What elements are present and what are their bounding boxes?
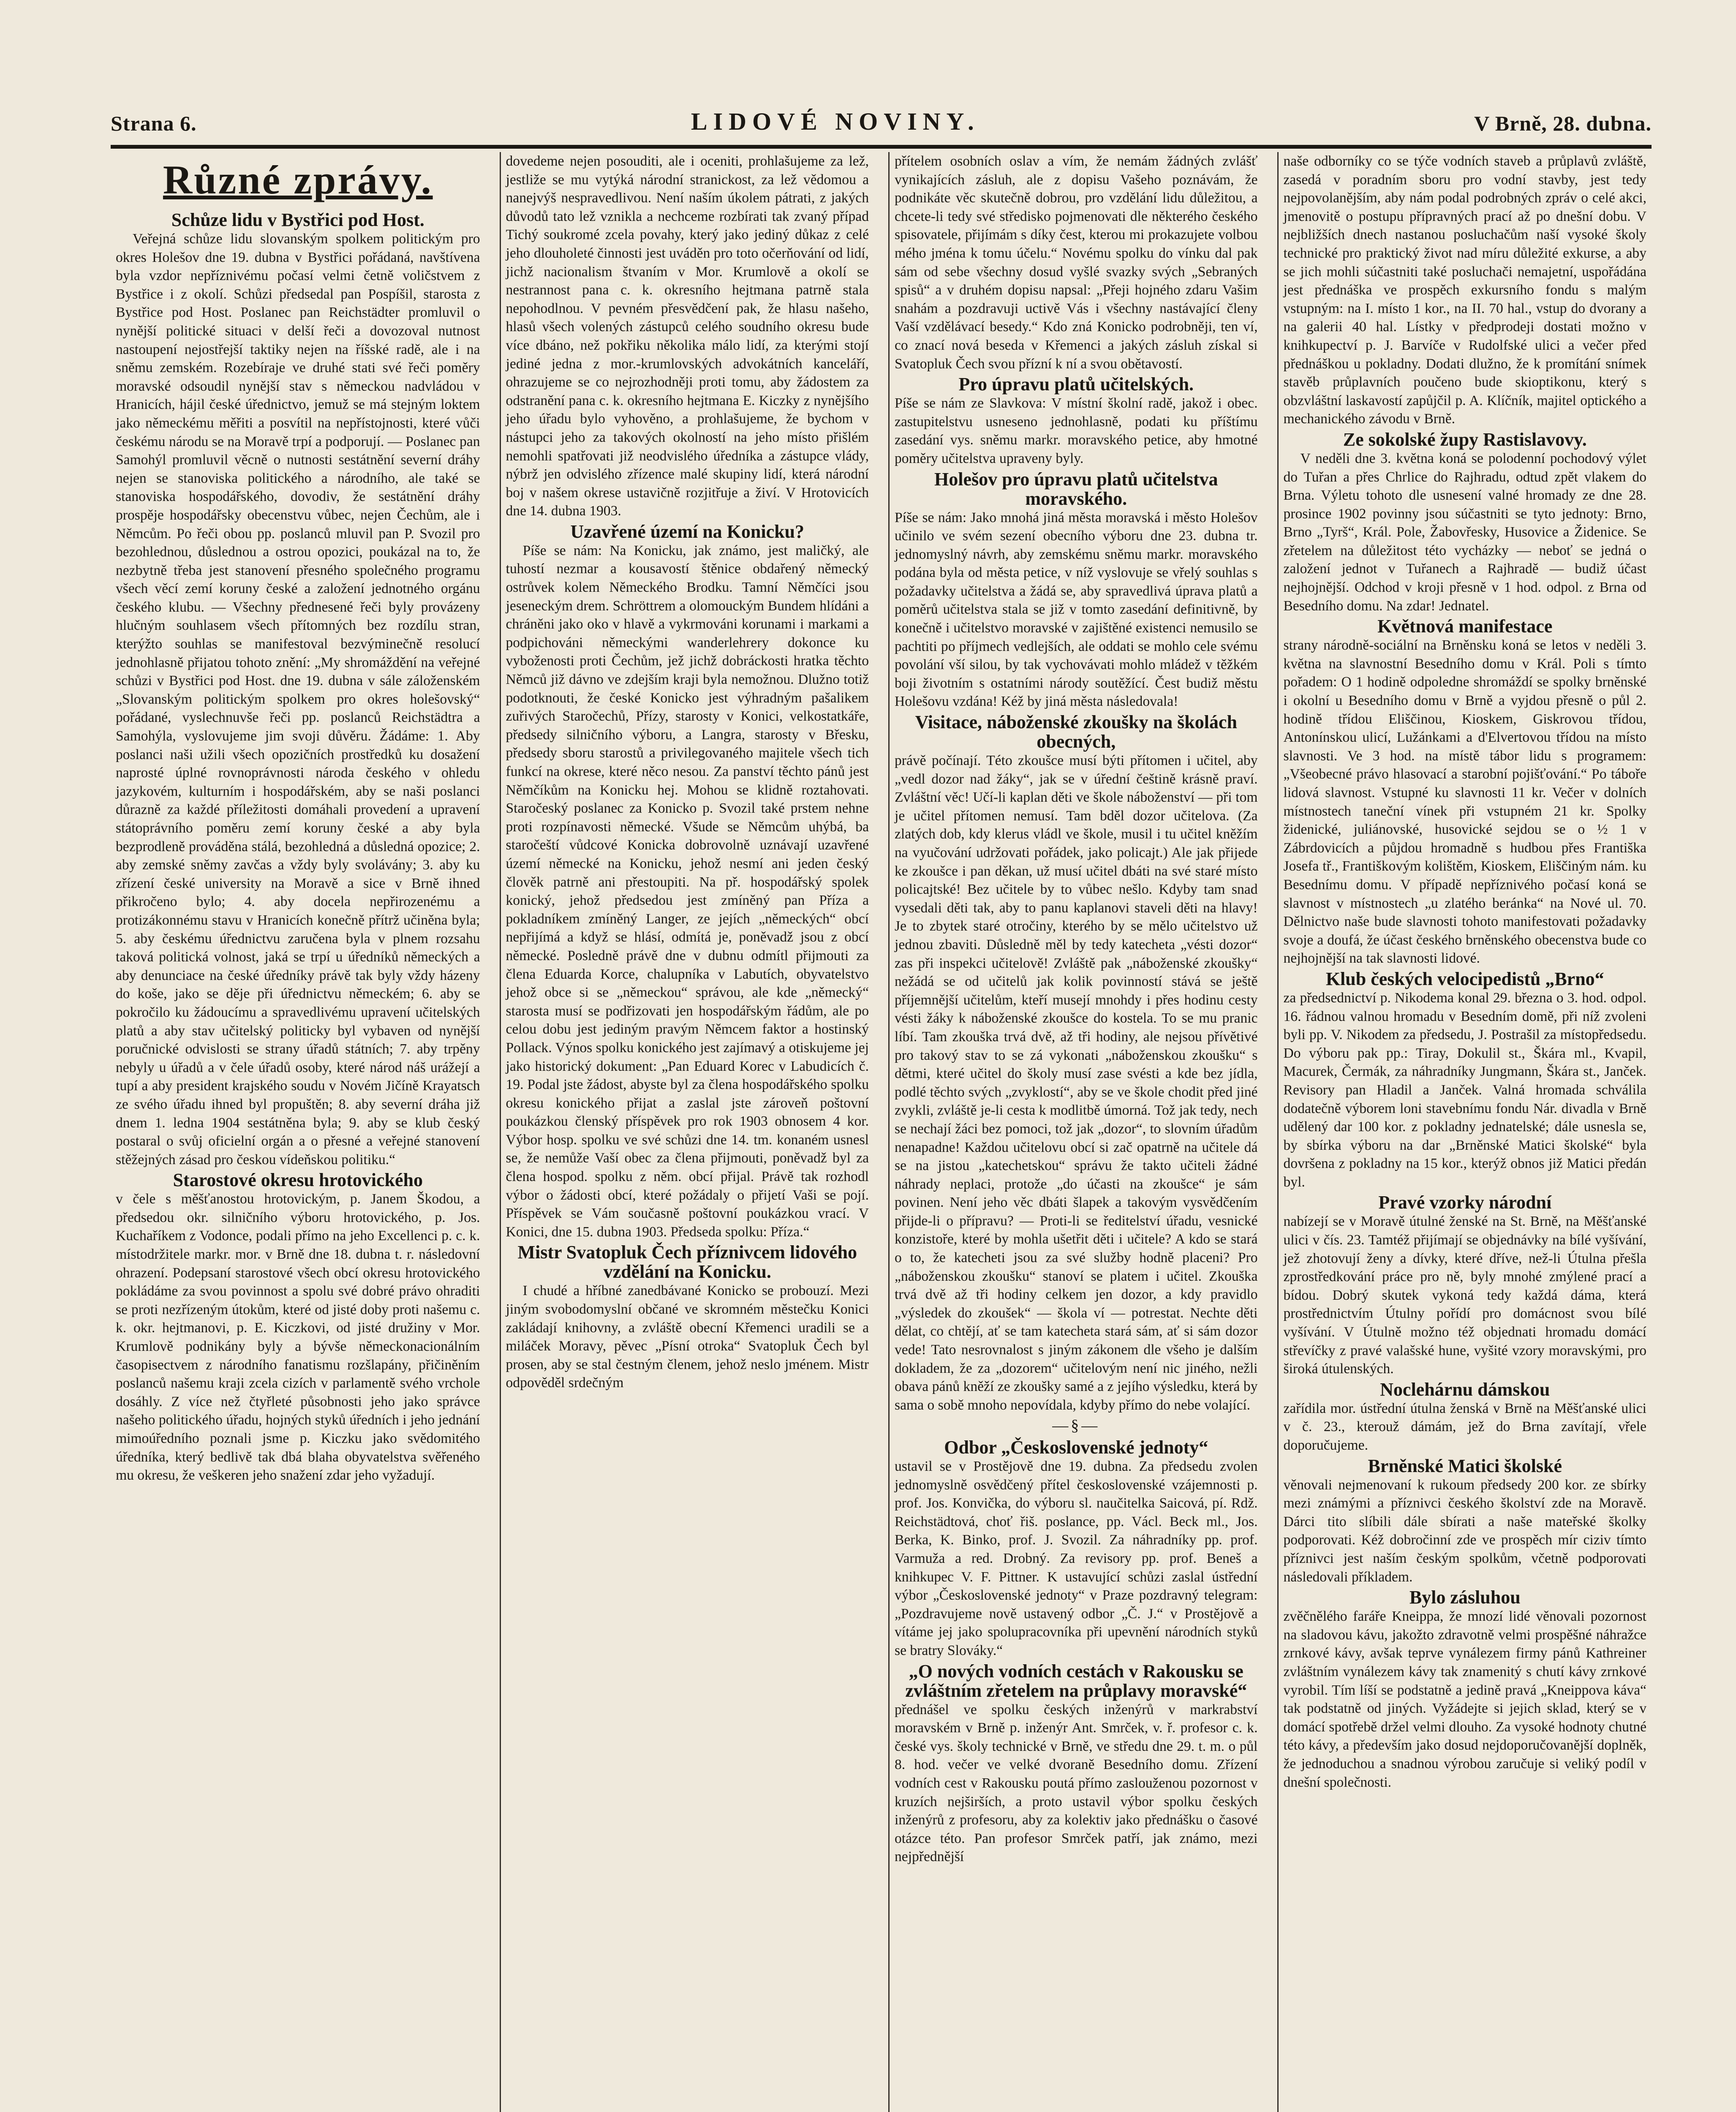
headline-ladies-shelter: Noclehárnu dámskou xyxy=(1380,1379,1550,1400)
headline-religious-exams: Visitace, náboženské zkoušky na školách obecných, xyxy=(915,712,1237,752)
article-continuation-cech: přítelem osobních oslav a vím, že nemám žádných zvlášť vynikajících zásluh, ale z dopisu Vašeho poznávám, že podnikáte věc skutečně dobrou, pro vzdělání lidu důležitou, a chcete-li tedy své středisko pojmenovati dle některého českého spisovatele, přijímám s díky čest, kterou mi prokazujete volbou mého jména k tomu účelu.“ Novému spolku do vínku dal pak sám od sebe všechny dosud vyšlé svazky svých „Sebraných spisů“ a v druhém dopisu napsal: „Přeji hojného zdaru Vašim snahám a pozdravuji uctivě Vás i všechny nastávající členy Vaší vzdělávací besedy.“ Kdo zná Konicko podrobněji, ten ví, co znací nová beseda v Křemenci a jakých zásluh získal si Svatopluk Čech svou přízní k ní a svou obětavostí. xyxy=(895,153,1258,372)
headline-teacher-pay: Pro úpravu platů učitelských. xyxy=(958,374,1194,395)
article-continuation: dovedeme nejen posouditi, ale i oceniti, prohlašujeme za lež, jestliže se mu vytýká národní stranickost, za lež vědomou a nanejvýš nespravedlivou. Není naším úkolem pátrati, z jakých důvodů tato lež vznikla a nechceme rozbírati tak zvaný případ Tichý soukromé zcela povahy, který jako jediný důkaz z celé jeho dlouholeté činnosti jest uváděn pro toto očerňování od lidí, jichž nacionalism štvaním v Mor. Krumlově a okolí se nestrannost pana c. k. okresního hejtmana patrně stala nepohodlnou. V pevném přesvědčení pak, že hlasu našeho, hlasů všech volených zástupců celého soudního okresu bude více dbáno, než pokřiku několika málo lidí, za kterými stojí jediné jedna z mor.-krumlovských advokátních kanceláří, ohrazujeme se co nejrozhodněji proti tomu, aby žádostem za odstranění pana c. k. okresního hejtmana E. Kiczky z nynějšího jeho úřadu bylo vyhověno, a prohlašujeme, že bychom v nástupci jeho za takových okolností na jeho místo přišlém nemohli spatřovati již neodvislého úředníka a zástupce vlády, nýbrž jen odvislého zřízence malé skupiny lidí, která národní boj v našem okrese ustavičně rozjitřuje a živí. V Hrotovicích dne 14. dubna 1903. xyxy=(506,153,869,519)
headline-may-manifestation: Květnová manifestace xyxy=(1377,616,1553,637)
page-header xyxy=(111,90,1652,149)
page-number: Strana 6. xyxy=(111,112,197,135)
article-end-mark: —§— xyxy=(1052,1417,1100,1435)
headline-waterways: „O nových vodních cestách v Rakousku se zvláštním zřetelem na průplavy moravské“ xyxy=(905,1660,1247,1701)
article-holesov-teachers: Píše se nám: Jako mnohá jiná města moravská i město Holešov učinilo ve svém sezení obecního výboru dne 23. dubna tr. jednomyslný návrh, aby zemskému sněmu markr. moravského podána byla od města petice, v níž vyslovuje se vřelý souhlas s požadavky učitelstva a žádá se, aby spravedlivá úprava platů a poměrů učitelstva stala se již v tomto zasedání definitivně, by konečně i učitelstvo moravské v zajištěné existenci nemusilo se pachtiti po příjmech vedlejších, ale oddati se mohlo cele svému povolání vší silou, by tak vychovávati mohlo mládež v těžkém boji životním s ostatními národy soutěžící. Čest budiž městu Holešovu vzdána! Kéž by jiná města následovala! xyxy=(895,509,1258,710)
article-ladies-shelter: zařídila mor. ústřední útulna ženská v Brně na Měšťanské ulici v č. 23., kterouž dámám, jež do Brna zavítají, vřele doporučujeme. xyxy=(1283,1400,1646,1453)
article-meeting-bystrice: Veřejná schůze lidu slovanským spolkem politickým pro okres Holešov dne 19. dubna v Bystřici pořádaná, navštívena byla vzdor nepříznivému počasí velmi četně voličstvem z Bystřice i z okolí. Schůzi předsedal pan Pospíšil, starosta z Bystřice pod Host. Poslanec pan Reichstädter promluvil o nynější politické situaci v delší řeči a dovozoval nutnost nastoupení nejostřejší taktiky nejen na říšské radě, ale i na sněmu zemském. Rozebíraje ve druhé stati své řeči poměry moravské odsoudil nynější stav s německou nadvládou v Hranicích, hájil české úřednictvo, jemuž se má stejným loktem jako německému měřiti a posvítil na nepřístojnosti, které vůči českému národu se na Moravě trpí a podporují. — Poslanec pan Samohýl promluvil věcně o nutnosti sestátnění severní dráhy nejen se stanoviska politického a národního, ale také se stanoviska hospodářského, dovodiv, že sestátnění dráhy prospěje hospodářsky obecenstvu vůbec, nejen Čechům, ale i Němcům. Po řeči obou pp. poslanců mluvil pan P. Svozil pro bezohlednou, důslednou a ostrou opozici, poukázal na to, že nezbytně třeba jest stanovení přesného společného programu všech věcí zemí koruny české a založení jednotného orgánu českého klubu. — Všechny přednesené řeči byly provázeny hlučným souhlasem všech přítomných bez rozdílu stran, kterýžto souhlas se manifestoval bezvýminečně resolucí jednohlasně přijatou tohoto znění: „My shromáždění na veřejné schůzi v Bystřici pod Host. dne 19. dubna v sále záloženském „Slovanským politickým spolkem pro okres holešovský“ pořádané, vyslechnuvše řeči pp. poslanců Reichstädtra a Samohýla, vyslovujeme jim svoji důvěru. Žádáme: 1. Aby poslanci naši užili všech opozičních prostředků ku dosažení naprosté úplné rovnoprávnosti národa českého v ohledu jazykovém, kulturním i hospodářském, aby se naši poslanci důrazně za každé příležitosti domáhali provedení a upravení státoprávního poměru zemí koruny české a aby byla bezprodleně prováděna stálá, bezohledná a důsledná opozice; 2. aby zemské sněmy zavčas a vždy byly svolávány; 3. aby ku zřízení české university na Moravě a sice v Brně ihned přikročeno bylo; 4. aby docela nepřirozenému a protizákonnému stavu v Hranicích konečně přítrž učiněna byla; 5. aby českému úřednictvu zaručena byla v plnem rozsahu taková politická volnost, jaká se trpí u úředníků německých a aby denunciace na české úředníky právě tak byly vždy házeny do koše, jako se děje při úřednictvu německém; 6. aby se pokročilo ku žádoucímu a spravedlivému upravení učitelských platů a aby stav učitelský politicky byl vybaven od nynější poručnické odvislosti se strany úřadů státních; 7. aby trpěny nebyly u úřadů a v čele úřadů osoby, které národ náš urážejí a tupí a aby president krajského soudu v Novém Jičíně Krayatsch ze svého úřadu ihned byl propuštěn; 8. aby severní dráha již dnem 1. ledna 1904 sestátněna byla; 9. aby se klub český postaral o svůj oficielní orgán a o přesné a veřejné stanovení stěžejných zásad pro českou vídeňskou politiku.“ xyxy=(116,231,480,1168)
article-czechoslovak-unity: ustavil se v Prostějově dne 19. dubna. Za předsedu zvolen jednomyslně osvědčený přítel československé vzájemnosti p. prof. Jos. Konvička, do výboru sl. naučitelka Saicová, pí. Rdž. Reichstädtová, choť řiš. poslance, pp. Václ. Beck ml., Jos. Berka, K. Binko, prof. J. Svozil. Za náhradníky pp. prof. Varmuža a red. Drobný. Za revisory pp. prof. Beneš a knihkupec V. F. Pittner. K ustavující schůzi zaslal ústřední výbor „Československé jednoty“ v Praze pozdravný telegram: „Pozdravujeme nově ustavený odbor „Č. J.“ v Prostějově a vítáme jej jako spolupracovníka při upevnění národních styků se bratry Slováky.“ xyxy=(895,1459,1258,1658)
headline-national-patterns: Pravé vzorky národní xyxy=(1378,1192,1552,1213)
column-2 xyxy=(500,152,874,2112)
column-4 xyxy=(1277,152,1652,2112)
headline-sokol: Ze sokolské župy Rastislavovy. xyxy=(1343,429,1587,450)
headline-svatopluk-cech: Mistr Svatopluk Čech příznivcem lidového vzdělání na Konicku. xyxy=(517,1242,857,1282)
article-konicko-territory: Píše se nám: Na Konicku, jak známo, jest maličký, ale tuhostí nezmar a kousavostí štěnice obdařený německý ostrůvek kolem Německého Brodku. Tamní Němčíci jsou jeseneckým drem. Schröttrem a olomouckým Bundem hlídáni a chráněni jako oko v hlavě a vykrmováni korunami i markami a podpichováni německými wanderlehrery dokonce ku vyboženosti proti Čechům, jež jichž dobráckosti hratka těchto Němců již dávno ve zdejším kraji byla nemožnou. Dlužno totiž podotknouti, že české Konicko jest výhradným pašalikem zuřivých Staročechů, Přízy, starosty v Konici, velkostatkáře, předsedy silničního výboru, a Langra, starosty v Břesku, předsedy sboru starostů a privilegovaného majitele všech tich funkcí na okrese, které něco nesou. Za panství těchto pánů jest Němčíkům na Konicku hej. Mohou se klidně roztahovati. Staročeský poslanec za Konicko p. Svozil také prstem nehne proti rozpínavosti německé. Všude se Němcům uhýbá, ba staročeští vůdcové Konicka dobrovolně uznávají uzavřené území německé na Konicku, jehož nesmí ani jeden český člověk patrně ani přestoupiti. Na př. hospodářský spolek konický, jehož předsedou jest zmíněný pan Příza a pokladníkem zmíněný Langer, ze jejích „německých“ obcí nepřijímá a když se hlásí, odmítá je, poněvadž jsou z obcí německé. Posledně právě dne v dubnu odmítl přijmouti za člena Eduarda Korce, chalupníka v Labutích, obyvatelstvo jehož obce si se „německou“ správou, ale kde „německý“ starosta musí se podřizovati jen hospodářským řádům, ale po celou dobu jest jediným pravým Němcem faktor a hostinský Pollack. Výnos spolku konického jest zajímavý a otiskujeme jej jako historický dokument: „Pan Eduard Korec v Labudicích č. 19. Podal jste žádost, abyste byl za člena hospodářského spolku okresu konického přijat a zaslal jste zároveň poštovní poukázkou členský příspěvek pro rok 1903 obnosem 4 kor. Výbor hosp. spolku ve své schůzi dne 14. tm. konaném usnesl se, že nemůže Vaší obec za člena přijmouti, poněvadž byl za člena hospod. spolku z něm. obcí přijal. Právě tak rozhodl výbor o žádosti obcí, které požádaly o přijetí Vaši se pojí. Příspěvek se Vám současně poštovní poukázkou vrací. V Konici, dne 15. dubna 1903. Předseda spolku: Příza.“ xyxy=(506,542,869,1240)
article-cycling-club: za předsednictví p. Nikodema konal 29. března o 3. hod. odpol. 16. řádnou valnou hromadu v Besedním domě, při níž zvoleni byli pp. V. Nikodem za předsedu, J. Postrašil za místopředsedu. Do výboru pak pp.: Tiray, Dokulil st., Škára ml., Kvapil, Macurek, Čermák, za náhradníky Jungmann, Škára st., Janček. Revisory pan Hladil a Janček. Valná hromada schválila dodatečně výborem loni stavebnímu fondu Nár. divadla v Brně udělený dar 100 kor. z pokladny jednatelské; dále usnesla se, by sbírka výboru na dar „Brněnské Matici školské“ byla dovršena z pokladny na 15 kor., kterýž obnos již Matici předán byl. xyxy=(1283,990,1646,1190)
article-waterways: přednášel ve spolku českých inženýrů v markrabství moravském v Brně p. inženýr Ant. Smrček, v. ř. profesor c. k. české vys. školy technické v Brně, ve středu dne 29. t. m. o půl 8. hod. večer ve velké dvoraně Besedního domu. Zřízení vodních cest v Rakousku poutá přímo zaslouženou pozornost v kruzích nejširších, a proto ustavil výbor spolku českých inženýrů z profesoru, aby za kolektiv jako přednášku o časové otázce této. Pan profesor Smrček patří, jak známo, mezi nejpřednější xyxy=(895,1701,1258,1865)
headline-konicko-territory: Uzavřené území na Konicku? xyxy=(570,521,805,542)
headline-meeting-bystrice: Schůze lidu v Bystřici pod Host. xyxy=(171,210,424,230)
headline-hrotovice-mayors: Starostové okresu hrotovického xyxy=(173,1170,423,1191)
article-teacher-pay: Píše se nám ze Slavkova: V místní školní radě, jakož i obec. zastupitelstvu usneseno jednohlasně, podati ku příštímu zasedání vys. sněmu markr. moravského petice, aby hmotné poměry učitelstva upraveny byly. xyxy=(895,395,1258,466)
issue-date: V Brně, 28. dubna. xyxy=(1474,112,1652,135)
article-sokol: V neděli dne 3. května koná se polodenní pochodový výlet do Tuřan a přes Chrlice do Rajhradu, odtud zpět vlakem do Brna. Výletu tohoto dle usnesení valné hromady ze dne 28. prosince 1902 povinny jsou súčastniti se tyto jednoty: Brno, Brno „Tyrš“, Král. Pole, Žabovřesky, Husovice a Židenice. Se zřetelem na důležitost této vycházky — neboť se jedná o založení jednot v Tuřanech a Rajhradě — budiž účast nejhojnější. Odchod v kroji přesně v 1 hod. odpol. z Brna od Besedního domu. Na zdar! Jednatel. xyxy=(1283,450,1646,614)
headline-holesov-teachers: Holešov pro úpravu platů učitelstva moravského. xyxy=(934,468,1218,509)
section-title: Různé zprávy. xyxy=(163,157,433,202)
article-religious-exams: právě počínají. Této zkoušce musí býti přítomen i učitel, aby „vedl dozor nad žáky“, jak se v úřední češtině krásně praví. Zvláštní věc! Učí-li kaplan děti ve škole náboženství — při tom je učitel přítomen nemusí. Tam bděl dozor učitelova. (Za zlatých dob, kdy klerus vládl ve škole, musil i tu učitel kněžím na vyučování udržovati pořádek, jako policajt.) Ale jak přijede ke zkoušce i pan děkan, už musí učitel dbáti na své staré místo policajtské! Bez učitele by to vůbec nešlo. Kdyby tam snad vysedali děti tak, aby to panu kaplanovi staveli děti na hlavy! Je to zbytek staré otročiny, kterého by se mělo učitelstvo už jednou zbaviti. Důsledně měl by tedy katecheta „vésti dozor“ zas při inspekci učitelově! Zvláště pak „náboženské zkoušky“ nežádá se od učitelů jak kolik povinností stává se ještě příjemnější učitelům, kteří musejí mnohdy i přes hodinu cesty vésti žáky k náboženské zkoušce do kostela. To se mu pranic líbí. Tam zkouška trvá dvě, až tři hodiny, ale nejsou přívětivé pro takový stav to se zá vykonati „náboženskou zkoušku“ s dětmi, které učitel do školy musí zase svésti a kde bez jídla, podlé těchto svých „zvyklostí“, aby se ve škole chodit před jiné zvykli, zvláště je-li cesta k modlitbě úmorná. Tož jak tedy, nech se nechají žáci bez pomoci, tož jak „dozor“, to slovním úřadům nenapadne! Každou učitelovu obcí si zač opatrně na učitele dá se na jistou „katechetskou“ správu že takto učiteli žádné náhrady neplaci, protože „do účasti na zkoušce“ je sám povinen. Není jeho věc dbáti šlapek a takovým vysvědčením přijde-li o přípravu? — Proti-li se ředitelství úřadu, vesnické konzistoře, které by mohla ušetřit děti i učitele? A kdo se stará o to, že katecheti jsou za své služby hodně placeni? Pro „náboženskou zkoušku“ stanoví se platem i učitel. Zkouška trvá dvě až tři hodiny celkem jen dozor, a kdy pravidlo „výsledek do zkoušek“ — škola ví — potrestat. Nechte děti dělat, co chtějí, ať se tam katecheta stará sám, ať si sám dozor vede! Tato nesrovnalost s jiným zákonem dle všeho je dalším dokladem, že za „dozorem“ učitelovým není nic jiného, nežli obava pánů kněží ze zkoušky samé a z jejího výsledku, která by sama o sobě mnoho nepovídala, kdyby přímo do nebe volající. xyxy=(895,753,1258,1413)
column-1 xyxy=(111,152,485,2112)
article-columns xyxy=(111,152,1652,2112)
article-kneipp-coffee: zvěčnělého faráře Kneippa, že mnozí lidé věnovali pozornost na sladovou kávu, jakožto zdravotně velmi prospěšné náhražce zrnkové kávy, avšak teprve vynálezem firmy pánů Kathreiner zvláštním vynálezem kávy tak znamenitý s chutí kávy zrnkové vyrobil. Tím líší se podstatně a jedině pravá „Kneippova káva“ tak podstatně od jiných. Vyžádejte si jejich sklad, který se v domácí spotřebě držel velmi dlouho. Za vysoké hodnoty chutné této kávy, a především jako dosud nejdoporučovanější doplněk, že jednoduchou a snadnou výrobou zaručuje si veliký podíl v dnešní společnosti. xyxy=(1283,1608,1646,1790)
article-hrotovice-mayors: v čele s měšťanostou hrotovickým, p. Janem Škodou, a předsedou okr. silničního výboru hrotovického, p. Jos. Kuchaříkem z Vodonce, podali přímo na jeho Excellenci p. c. k. místodržitele markr. mor. v Brně dne 18. dubna t. r. následovní ohrazení. Podepsaní starostové všech obcí okresu hrotovického pokládáme za svou povinnost a spolu své dobré právo ohraditi se proti nezřízeným útokům, které od jisté doby proti našemu c. k. okr. hejtmanovi, p. E. Kiczkovi, od jisté družiny v Mor. Krumlově podnikány byly a bývše německonacionálním časopisectvem z národního fanatismu rozšlapány, přičiněním poslanců našemu kraji zcela cizích v parlamentě svého vrchole dosáhly. Z více než čtyřleté působnosti jeho jako správce našeho politického úřadu, hojných styků úředních i jeho jednání mimoúředního poznali jsme p. Kiczku jako svědomitého úředníka, který bedlivě tak dbá blaha obyvatelstva svěřeného mu okresu, že veškeren jeho snažení zdar jeho vyžadují. xyxy=(116,1191,480,1483)
masthead: LIDOVÉ NOVINY. xyxy=(691,108,980,135)
article-svatopluk-cech: I chudé a hříbné zanedbávané Konicko se probouzí. Mezi jiným svobodomyslní občané ve skromném městečku Konici zakládají knihovny, a zvláště obecní Křemenci uradili se a miláček Moravy, pěvec „Písní otroka“ Svatopluk Čech byl prosen, aby se stal čestným členem, jehož neslo jménem. Mistr odpověděl srdečným xyxy=(506,1283,869,1391)
article-national-patterns: nabízejí se v Moravě útulné ženské na St. Brně, na Měšťanské ulici v čís. 23. Tamtéž přijímají se objednávky na bílé vyšívání, jež zhotovují ženy a dívky, které dříve, než-li Útulna přešla zprostředkování práce pro ně, byly mnohé zmýlené prací a bídou. Dobrý skutek vykoná tedy každá dáma, která prostřednictvím Útulny pořídí pro domácnost svou bílé vyšívání. V Útulně možno též objednati hromadu domácí střevíčky z pravé valašské hune, vyšité vzory moravskými, pro široká útulenských. xyxy=(1283,1214,1646,1377)
article-may-manifestation: strany národně-sociální na Brněnsku koná se letos v neděli 3. května na slavnostní Besedního domu v Král. Poli s tímto pořadem: O 1 hodině odpoledne shromáždí se spolky brněnské i okolní u Besedního domu v Brně a vyjdou přesně o půl 2. hodině třídou Eliščinou, Kioskem, Giskrovou třídou, Antonínskou ulicí, Lužánkami a d'Elvertovou třídou na místo slavnosti. Ve 3 hod. na místě tábor lidu s programem: „Všeobecné právo hlasovací a starobní pojišťování.“ Po táboře lidová slavnost. Vstupné ku slavnosti 11 kr. Večer v dolních místnostech taneční vínek při vstupném 21 kr. Spolky židenické, juliánovské, husovické sejdou se o ½ 1 v Zábrdovicích a půjdou hromadně s hudbou přes Františka Josefa tř., Františkovým kolištěm, Kioskem, Eliščiným nám. ku Besednímu domu. V případě nepříznivého počasí koná se slavnost v místnostech „u zlatého beránka“ na Nové ul. 70. Dělnictvo naše bude slavnosti tohoto manifestovati požadavky svoje a doufá, že účast českého brněnského obecenstva bude co nejhojnější na tak slavnosti lidové. xyxy=(1283,637,1646,966)
headline-school-fund: Brněnské Matici školské xyxy=(1368,1455,1562,1476)
column-3 xyxy=(888,152,1263,2112)
article-school-fund: věnovali nejmenovaní k rukoum předsedy 200 kor. ze sbírky mezi známými a příznivci českého školství zde na Moravě. Dárci tito slíbili dále sbírati a naše mateřské školky podporovati. Kéž dobročinní zde ve prospěch mír ciziv tímto příznivci jest naším českým spolkům, včetně podporovati následovali příkladem. xyxy=(1283,1477,1646,1585)
headline-czechoslovak-unity: Odbor „Československé jednoty“ xyxy=(944,1437,1208,1458)
headline-cycling-club: Klub českých velocipedistů „Brno“ xyxy=(1325,968,1604,989)
article-continuation-waterways: naše odborníky co se týče vodních staveb a průplavů zvláště, zasedá v poradním sboru pro vodní stavby, jest tedy nejpovolanějším, aby nám podal podrobných zpráv o celé akci, jmenovitě o postupu přípravných prací až po dnešní dobu. V nejbližších dnech nastanou posluchačům naší vysoké školy technické pro praktický život nad míru důležité exkurse, a aby se jich mohli súčastniti také posluchači nemajetní, uspořádána jest přednáška ve prospěch exkursního fondu s malým vstupným: na I. místo 1 kor., na II. 70 hal., vstup do dvorany a na galerii 40 hal. Lístky v předprodeji dostati možno v knihkupectví p. J. Barvíče v Rudolfské ulici a večer před přednáškou u pokladny. Dodati dlužno, že k promítání snímek stavěb průplavních poučeno bude skioptikonu, který s obzvláštní laskavostí zapůjčil p. A. Klíčník, majitel optického a mechanického závodu v Brně. xyxy=(1283,153,1646,427)
headline-kneipp-coffee: Bylo zásluhou xyxy=(1409,1587,1521,1608)
